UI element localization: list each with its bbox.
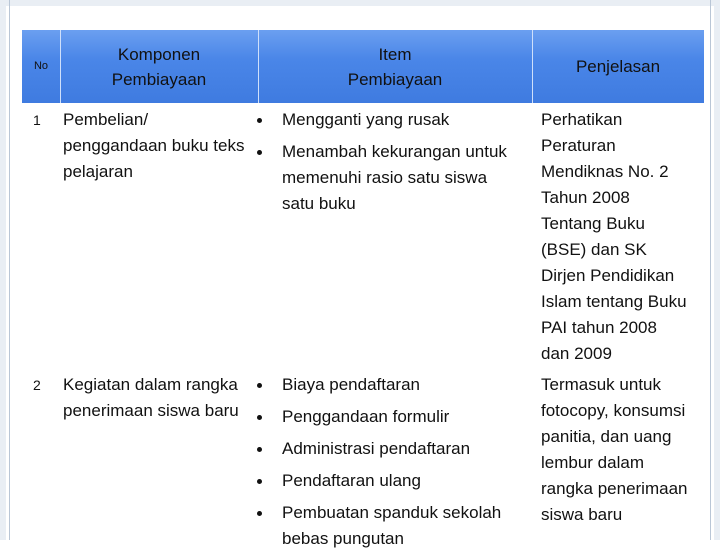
list-item: Administrasi pendaftaran — [254, 436, 534, 462]
row1-penjelasan: Perhatikan Peraturan Mendiknas No. 2 Tahun 2008 Tentang Buku (BSE) dan SK Dirjen Pendidikan Islam tentang Buku PAI tahun 2008 dan 2009 — [541, 110, 687, 363]
frame-left — [0, 0, 6, 540]
row2-number: 2 — [33, 377, 41, 393]
frame-top — [0, 0, 720, 6]
list-item: Pembuatan spanduk sekolah bebas pungutan — [254, 500, 534, 552]
list-item: Penggandaan formulir — [254, 404, 534, 430]
list-item: Menambah kekurangan untuk memenuhi rasio satu siswa satu buku — [254, 139, 534, 217]
row2-penjelasan: Termasuk untuk fotocopy, konsumsi panitia, dan uang lembur dalam rangka penerimaan siswa baru — [541, 375, 688, 524]
frame-right — [714, 0, 720, 540]
row1-number: 1 — [33, 112, 41, 128]
list-item: Biaya pendaftaran — [254, 372, 534, 398]
header-komponen: Komponen Pembiayaan — [111, 44, 207, 89]
list-item: Mengganti yang rusak — [254, 107, 534, 133]
frame-line-left — [9, 0, 10, 540]
row2-komponen: Kegiatan dalam rangka penerimaan siswa baru — [63, 375, 239, 420]
header-penjelasan: Penjelasan — [575, 57, 661, 76]
row2-items — [254, 372, 534, 552]
header-no: No — [33, 60, 49, 72]
row1-items — [254, 107, 534, 217]
row1-komponen: Pembelian/ penggandaan buku teks pelajaran — [63, 110, 245, 181]
header-item: Item Pembiayaan — [347, 44, 443, 89]
frame-line-right — [710, 0, 711, 540]
list-item: Pendaftaran ulang — [254, 468, 534, 494]
